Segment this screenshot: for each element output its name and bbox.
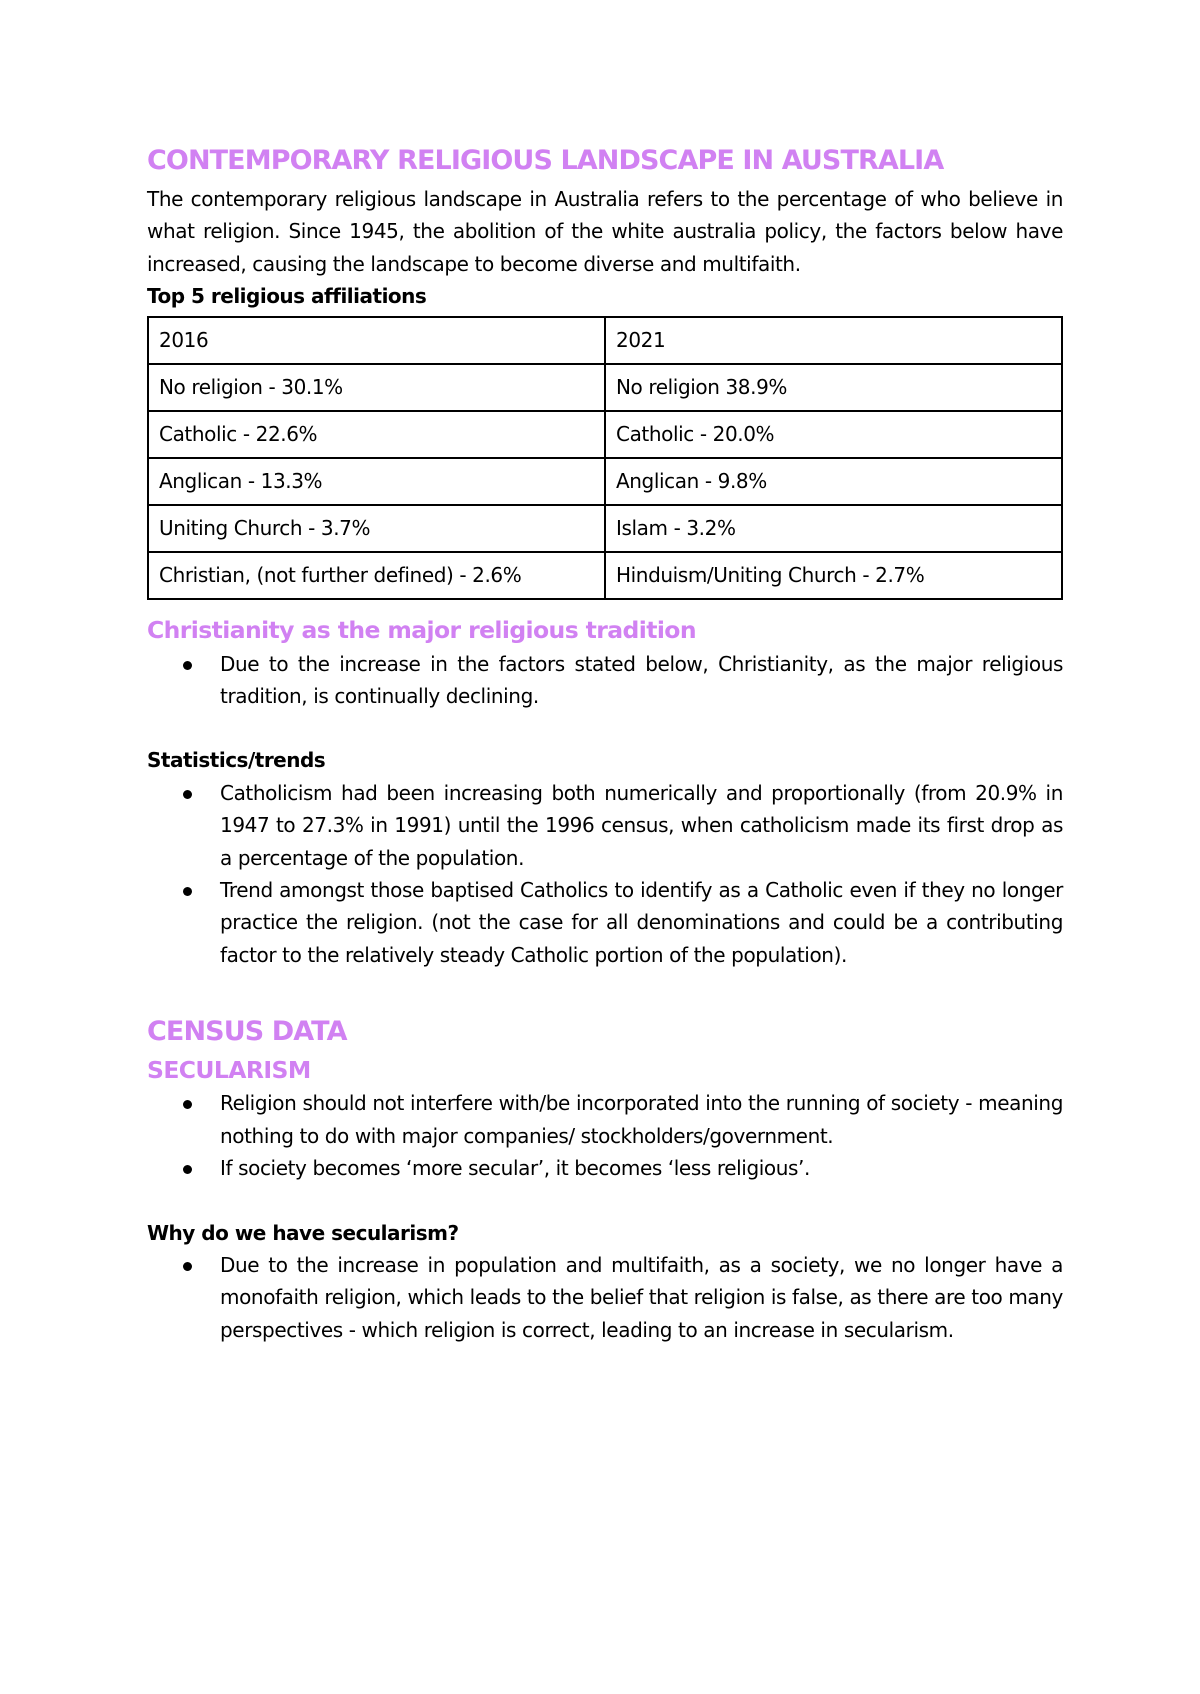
list-item: [220, 1087, 1063, 1152]
table-cell: Christian, (not further defined) - 2.6%: [148, 552, 605, 599]
table-cell: Hinduism/Uniting Church - 2.7%: [605, 552, 1062, 599]
list-item-text: Catholicism had been increasing both numerically and proportionally (from 20.9% in 1947 to 27.3% in 1991) until the 1996 census, when catholicism made its first drop as a percentage of the population.: [220, 780, 1063, 870]
spacer: [147, 971, 1063, 1011]
list-item-text: If society becomes ‘more secular’, it becomes ‘less religious’.: [220, 1156, 810, 1181]
bullet-icon: [183, 887, 192, 896]
list-item-text: Due to the increase in the factors stated below, Christianity, as the major religious tradition, is continually declining.: [220, 651, 1063, 709]
list-item: [220, 777, 1063, 874]
list-item-text: Trend amongst those baptised Catholics to identify as a Catholic even if they no longer practice the religion. (not the case for all denominations and could be a contributing factor to the relatively steady Catholic portion of the population).: [220, 878, 1063, 967]
why-bullet-list: [147, 1249, 1063, 1346]
table-row: [148, 317, 1062, 364]
spacer: [147, 1185, 1063, 1217]
bullet-icon: [183, 661, 192, 670]
list-item: [220, 648, 1063, 713]
table-cell: Anglican - 9.8%: [605, 458, 1062, 505]
list-item-text: Religion should not interfere with/be incorporated into the running of society - meaning nothing to do with major companies/ stockholders/government.: [220, 1091, 1063, 1148]
table-cell: Anglican - 13.3%: [148, 458, 605, 505]
table-row: [148, 364, 1062, 411]
table-row: [148, 411, 1062, 458]
table-cell: No religion 38.9%: [605, 364, 1062, 411]
document-page: [147, 140, 1063, 1346]
table-row: [148, 552, 1062, 599]
bullet-icon: [183, 1165, 192, 1174]
list-item: [220, 1249, 1063, 1346]
census-heading: CENSUS DATA: [147, 1016, 347, 1048]
table-cell: Catholic - 20.0%: [605, 411, 1062, 458]
statistics-label: Statistics/trends: [147, 748, 326, 773]
table-cell: Uniting Church - 3.7%: [148, 505, 605, 552]
secularism-bullet-list: [147, 1087, 1063, 1184]
affiliations-table: [147, 316, 1063, 600]
list-item-text: Due to the increase in population and multifaith, as a society, we no longer have a monofaith religion, which leads to the belief that religion is false, as there are too many perspectives - which religion is correct, leading to an increase in secularism.: [220, 1252, 1063, 1342]
christianity-bullet-list: [147, 648, 1063, 713]
christianity-heading: Christianity as the major religious tradition: [147, 615, 696, 644]
table-label: Top 5 religious affiliations: [147, 284, 427, 309]
table-header-cell: 2016: [148, 317, 605, 364]
secularism-heading: SECULARISM: [147, 1056, 311, 1085]
bullet-icon: [183, 1262, 192, 1271]
table-row: [148, 458, 1062, 505]
table-header-cell: 2021: [605, 317, 1062, 364]
bullet-icon: [183, 1100, 192, 1109]
spacer: [147, 712, 1063, 744]
bullet-icon: [183, 790, 192, 799]
table-cell: No religion - 30.1%: [148, 364, 605, 411]
table-row: [148, 505, 1062, 552]
statistics-bullet-list: [147, 777, 1063, 971]
table-cell: Catholic - 22.6%: [148, 411, 605, 458]
table-cell: Islam - 3.2%: [605, 505, 1062, 552]
why-label: Why do we have secularism?: [147, 1220, 459, 1245]
list-item: [220, 874, 1063, 971]
page-title: CONTEMPORARY RELIGIOUS LANDSCAPE IN AUSTRALIA: [147, 145, 944, 176]
list-item: [220, 1152, 1063, 1184]
intro-paragraph: The contemporary religious landscape in Australia refers to the percentage of who believe in what religion. Since 1945, the abolition of the white australia policy, the factors below have increased, causing the landscape to become diverse and multifaith.: [147, 187, 1063, 276]
